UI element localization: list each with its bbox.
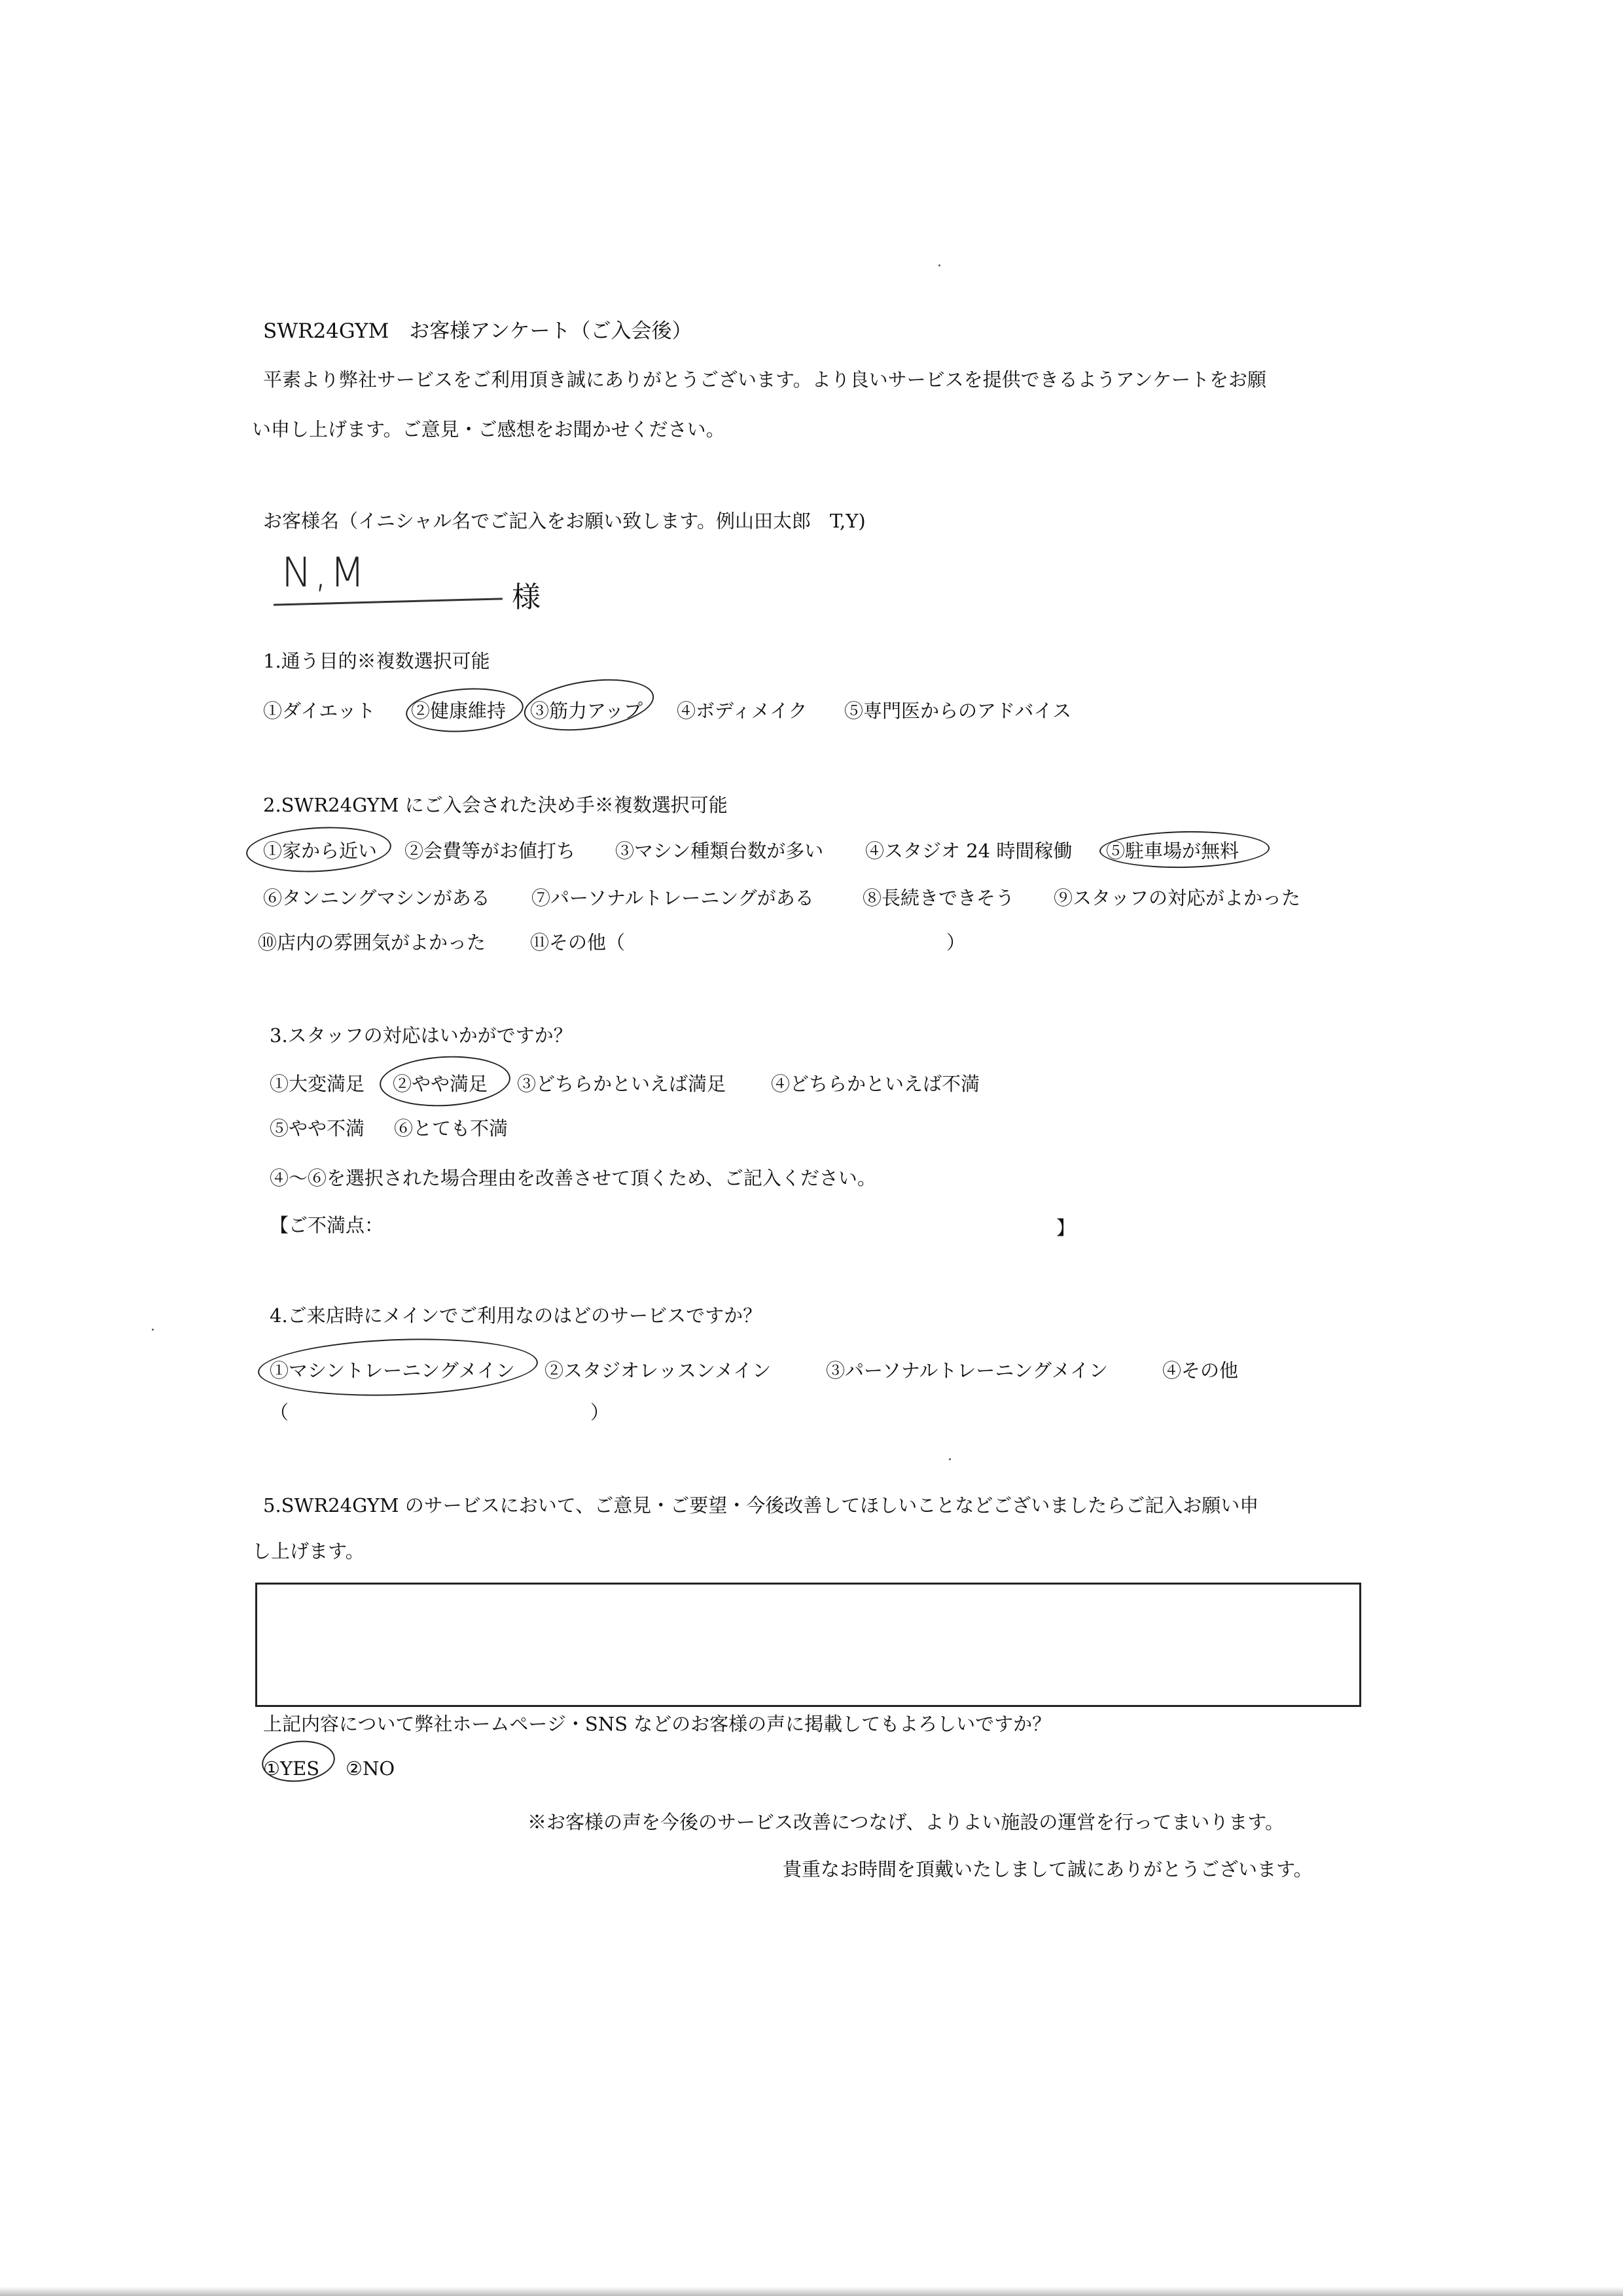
honorific-sama: 様 — [512, 581, 541, 614]
q3-option-1[interactable]: ①大変満足 — [270, 1073, 365, 1095]
q2-question: 2.SWR24GYM にご入会された決め手※複数選択可能 — [263, 794, 728, 816]
q2-option-4[interactable]: ④スタジオ 24 時間稼働 — [865, 840, 1073, 862]
q2-option-2[interactable]: ②会費等がお値打ち — [404, 840, 576, 862]
footer-line-2: 貴重なお時間を頂戴いたしまして誠にありがとうございます。 — [783, 1858, 1313, 1880]
q5-comment-box[interactable] — [255, 1583, 1361, 1707]
customer-name-label: お客様名（イニシャル名でご記入をお願い致します。例山田太郎 T,Y) — [263, 510, 866, 532]
q1-option-4[interactable]: ④ボディメイク — [677, 700, 808, 722]
q3-option-2-circle-mark — [378, 1053, 512, 1109]
q3-option-3[interactable]: ③どちらかといえば満足 — [517, 1073, 726, 1095]
q4-question: 4.ご来店時にメインでご利用なのはどのサービスですか？ — [270, 1304, 762, 1327]
q2-option-5[interactable]: ⑤駐車場が無料 — [1106, 840, 1240, 862]
q4-other-open: （ — [270, 1401, 289, 1424]
q2-option-11[interactable]: ⑪その他（ — [530, 931, 626, 954]
q3-option-6[interactable]: ⑥とても不満 — [394, 1117, 508, 1139]
q2-other-close: ） — [946, 931, 966, 954]
scan-bottom-edge — [0, 2287, 1623, 2296]
q2-option-9[interactable]: ⑨スタッフの対応がよかった — [1054, 887, 1301, 909]
q2-option-3[interactable]: ③マシン種類台数が多い — [615, 840, 824, 862]
q2-option-10[interactable]: ⑩店内の雰囲気がよかった — [258, 931, 486, 954]
q2-option-1[interactable]: ①家から近い — [263, 840, 378, 862]
publish-option-yes[interactable]: ①YES — [263, 1757, 320, 1780]
q2-option-8[interactable]: ⑧長続きできそう — [863, 887, 1015, 909]
intro-line-2: い申し上げます。ご意見・ご感想をお聞かせください。 — [252, 418, 725, 440]
q5-question-line-1: 5.SWR24GYM のサービスにおいて、ご意見・ご要望・今後改善してほしいことなどございましたらご記入お願い申 — [263, 1494, 1259, 1516]
handwritten-name[interactable]: N,M — [281, 548, 368, 596]
q1-option-3-circle-mark — [521, 672, 657, 738]
scan-speck — [152, 1329, 154, 1331]
scan-speck — [949, 1458, 951, 1460]
intro-line-1: 平素より弊社サービスをご利用頂き誠にありがとうございます。より良いサービスを提供できるようアンケートをお願 — [263, 368, 1266, 391]
q4-option-4[interactable]: ④その他 — [1162, 1359, 1239, 1382]
q3-note: ④～⑥を選択された場合理由を改善させて頂くため、ご記入ください。 — [270, 1167, 876, 1189]
q1-option-5[interactable]: ⑤専門医からのアドバイス — [844, 700, 1072, 722]
q1-option-1[interactable]: ①ダイエット — [263, 700, 376, 722]
q4-option-1-circle-mark — [257, 1335, 539, 1401]
q3-option-5[interactable]: ⑤やや不満 — [270, 1117, 365, 1139]
q3-complaint-close: 】 — [1056, 1217, 1076, 1239]
q1-option-2[interactable]: ②健康維持 — [411, 700, 507, 722]
q1-option-3[interactable]: ③筋力アップ — [530, 700, 643, 722]
q2-option-6[interactable]: ⑥タンニングマシンがある — [263, 887, 490, 909]
q5-question-line-2: し上げます。 — [252, 1540, 365, 1562]
q1-question: 1.通う目的※複数選択可能 — [263, 650, 490, 672]
q3-option-4[interactable]: ④どちらかといえば不満 — [771, 1073, 980, 1095]
q4-option-1[interactable]: ①マシントレーニングメイン — [270, 1359, 515, 1382]
q4-option-3[interactable]: ③パーソナルトレーニングメイン — [826, 1359, 1108, 1382]
q4-other-close: ） — [590, 1401, 610, 1424]
scan-speck — [938, 264, 940, 266]
q3-complaint-label: 【ご不満点： — [270, 1214, 384, 1236]
q2-option-7[interactable]: ⑦パーソナルトレーニングがある — [531, 887, 814, 909]
q1-option-2-circle-mark — [404, 685, 525, 736]
survey-title: SWR24GYM お客様アンケート（ご入会後） — [263, 319, 692, 343]
q2-option-1-circle-mark — [245, 823, 392, 876]
q3-option-2[interactable]: ②やや満足 — [393, 1073, 488, 1095]
footer-line-1: ※お客様の声を今後のサービス改善につなげ、よりよい施設の運営を行ってまいります。 — [527, 1811, 1284, 1833]
publish-question: 上記内容について弊社ホームページ・SNS などのお客様の声に掲載してもよろしいですか？ — [263, 1713, 1052, 1735]
q4-option-2[interactable]: ②スタジオレッスンメイン — [544, 1359, 772, 1382]
q2-option-5-circle-mark — [1099, 830, 1270, 870]
q3-question: 3.スタッフの対応はいかがですか？ — [270, 1024, 573, 1047]
publish-option-no[interactable]: ②NO — [346, 1757, 395, 1780]
name-underline — [274, 598, 503, 605]
